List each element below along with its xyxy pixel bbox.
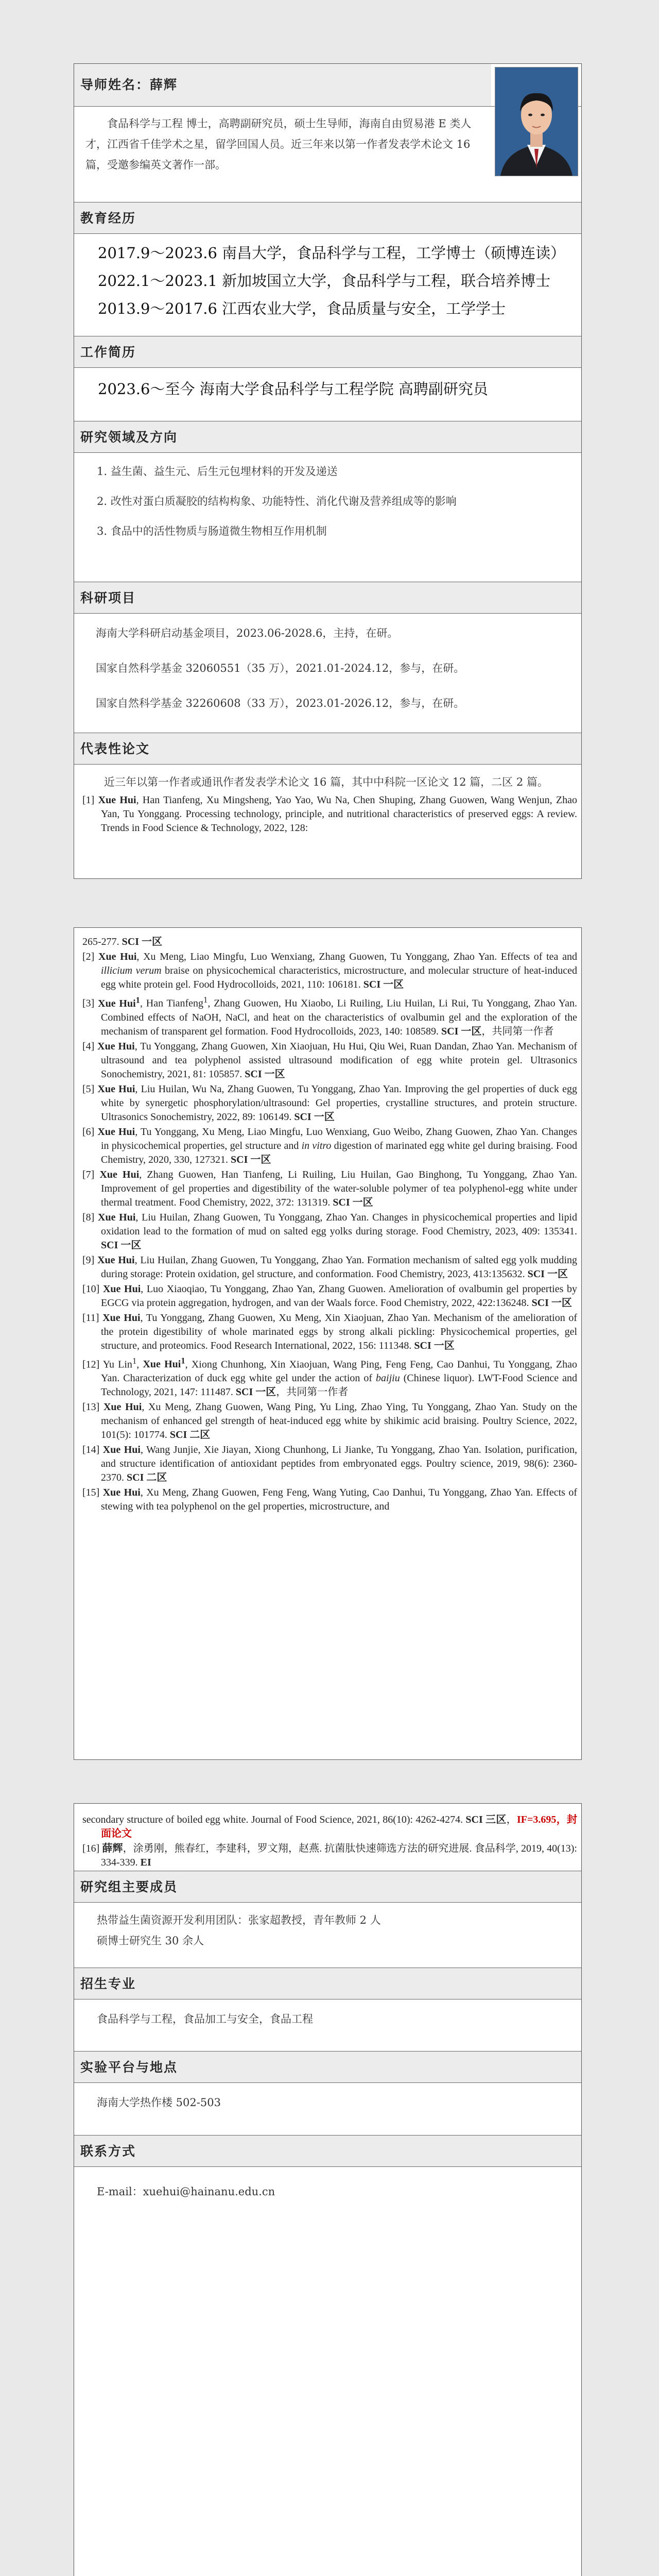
advisor-intro: 食品科学与工程 博士，高聘副研究员，硕士生导师，海南自由贸易港 E 类人才，江西省千佳学术之星，留学回国人员。近三年来以第一作者发表学术论文 16 篇，受邀参编英文著作一部。: [85, 117, 472, 171]
education-item: 2017.9～2023.6 南昌大学，食品科学与工程，工学博士（硕博连读）: [98, 244, 566, 262]
papers-heading: 代表性论文: [74, 733, 581, 765]
lab-text: 海南大学热作楼 502-503: [97, 2096, 221, 2109]
research-heading: 研究领域及方向: [74, 421, 581, 453]
majors-text-wrap: [74, 1999, 581, 2029]
research-section: [74, 421, 581, 541]
paper-item: [14] Xue Hui, Wang Junjie, Xie Jiayan, Xiong Chunhong, Li Jianke, Tu Yonggang, Zhao Yan. Isolation, purification, and structure identification of antioxidant peptides from embryonated eggs. Poultry science, 2019, 98(6): 2360-2370. SCI 二区: [82, 1444, 577, 1484]
paper-item: [9] Xue Hui, Liu Huilan, Zhang Guowen, Tu Yonggang, Zhao Yan. Formation mechanism of salted egg yolk mudding during storage: Protein oxidation, gel structure, and conformation. Food Chemistry, 2023, 413:135632. SCI 一区: [82, 1254, 578, 1280]
research-item: 1. 益生菌、益生元、后生元包埋材料的开发及递送: [97, 465, 338, 478]
paper-item: [12] Yu Lin$^1$, Xue Hui$^1$, Xiong Chunhong, Xin Xiaojuan, Wang Ping, Feng Feng, Cao Danhui, Tu Yonggang, Zhao Yan. Characterization of duck egg white gel under the action of baijiu (Chinese liquor). LWT-Food Science and Technology, 2021, 147: 111487. SCI 一区，共同第一作者: [82, 1355, 577, 1398]
contact-text-wrap: [74, 2167, 581, 2202]
paper-item: [3] Xue Hui$^1$, Han Tianfeng$^1$, Zhang Guowen, Hu Xiaobo, Li Ruiling, Liu Huilan, Li Rui, Tu Yonggang, Zhao Yan. Combined effects of NaOH, NaCl, and heat on the characteristics of ovalbumin gel and the exploration of the mechanism of transparent gel formation. Food Hydrocolloids, 2023, 140: 108589. SCI 一区，共同第一作者: [82, 995, 577, 1037]
papers-section: [74, 733, 581, 836]
paper-item: secondary structure of boiled egg white. Journal of Food Science, 2021, 86(10): 4262-4274. SCI 三区，IF=3.695，封面论文: [82, 1814, 577, 1839]
advisor-name-title: 导师姓名：薛辉: [74, 64, 491, 106]
team-section: [74, 1871, 581, 1951]
paper-item: [5] Xue Hui, Liu Huilan, Wu Na, Zhang Guowen, Tu Yonggang, Zhao Yan. Improving the gel properties of duck egg white by synergetic phosphorylation/ultrasound: Gel properties, crystalline structures, and protein structure. Ultrasonics Sonochemistry, 2022, 89: 106149. SCI 一区: [82, 1083, 578, 1123]
majors-heading: 招生专业: [74, 1968, 581, 1999]
lab-section: [74, 2051, 581, 2113]
majors-section: [74, 1968, 581, 2029]
advisor-photo: [495, 67, 578, 176]
page-1: [74, 63, 582, 879]
paper-item: [7] Xue Hui, Zhang Guowen, Han Tianfeng, Li Ruiling, Liu Huilan, Gao Binghong, Tu Yonggang, Zhao Yan. Improvement of gel properties and digestibility of the water-soluble polymer of tea polyphenol-egg white under thermal treatment. Food Chemistry, 2022, 372: 131319. SCI 一区: [82, 1168, 577, 1208]
research-list: [74, 453, 581, 541]
paper-item: [8] Xue Hui, Liu Huilan, Zhang Guowen, Tu Yonggang, Zhao Yan. Changes in physicochemical properties and lipid oxidation lead to the formation of mud on salted egg yolks during storage. Food Chemistry, 2023, 409: 135341. SCI 一区: [82, 1211, 578, 1251]
research-item: 3. 食品中的活性物质与肠道微生物相互作用机制: [97, 525, 327, 537]
contact-section: [74, 2135, 581, 2202]
contact-email[interactable]: E-mail：xuehui@hainanu.edu.cn: [97, 2185, 275, 2198]
contact-heading: 联系方式: [74, 2135, 581, 2167]
paper-item: [2] Xue Hui, Xu Meng, Liao Mingfu, Luo Wenxiang, Zhang Guowen, Tu Yonggang, Zhao Yan. Effects of tea and illicium verum braise on physicochemical characteristics, microstructure, and molecular structure of heat-induced egg white protein gel. Food Hydrocolloids, 2021, 110: 106181. SCI 一区: [82, 951, 577, 990]
page-2: [74, 927, 582, 1760]
paper-item: [11] Xue Hui, Tu Yonggang, Zhang Guowen, Xu Meng, Xin Xiaojuan, Zhao Yan. Mechanism of the amelioration of the protein digestibility of whole marinated eggs by strong alkali pickling: Physicochemical properties, gel structure, and proteomics. Food Research International, 2022, 156: 111348. SCI 一区: [82, 1312, 578, 1351]
research-item: 2. 改性对蛋白质凝胶的结构构象、功能特性、消化代谢及营养组成等的影响: [97, 495, 457, 507]
work-section: [74, 336, 581, 403]
team-list: [74, 1903, 581, 1951]
project-item: 海南大学科研启动基金项目，2023.06-2028.6，主持，在研。: [96, 627, 398, 639]
projects-list: [74, 614, 581, 714]
education-heading: 教育经历: [74, 202, 581, 234]
project-item: 国家自然科学基金 32260608（33 万），2023.01-2026.12，参与，在研。: [96, 697, 465, 709]
projects-section: [74, 582, 581, 714]
page-3: [74, 1803, 582, 2576]
paper-item: 265-277. SCI 一区: [82, 936, 163, 947]
work-list: [74, 368, 581, 403]
education-section: [74, 202, 581, 323]
majors-text: 食品科学与工程，食品加工与安全，食品工程: [97, 2013, 313, 2025]
lab-text-wrap: [74, 2083, 581, 2113]
team-heading: 研究组主要成员: [74, 1871, 581, 1903]
paper-item: [16] 薛辉，涂勇刚，熊春红，李建科，罗文翔，赵燕. 抗菌肽快速筛选方法的研究进展. 食品科学, 2019, 40(13): 334-339. EI: [82, 1843, 577, 1868]
project-item: 国家自然科学基金 32060551（35 万），2021.01-2024.12，参与，在研。: [96, 662, 465, 674]
paper-item: [6] Xue Hui, Tu Yonggang, Xu Meng, Liao Mingfu, Luo Wenxiang, Guo Weibo, Zhang Guowen, Zhao Yan. Changes in physicochemical properties, gel structure and in vitro digestion of marinated egg white gel during braising. Food Chemistry, 2020, 330, 127321. SCI 一区: [82, 1126, 578, 1165]
team-item: 热带益生菌资源开发利用团队：张家超教授，青年教师 2 人: [97, 1914, 381, 1926]
paper-list-part-3: [74, 1804, 581, 1870]
paper-list-part-2: [74, 928, 581, 1514]
lab-heading: 实验平台与地点: [74, 2051, 581, 2083]
paper-item: [15] Xue Hui, Xu Meng, Zhang Guowen, Feng Feng, Wang Yuting, Cao Danhui, Tu Yonggang, Zhao Yan. Effects of stewing with tea polyphenol on the gel properties, microstructure, and: [82, 1487, 578, 1513]
education-item: 2013.9～2017.6 江西农业大学，食品质量与安全，工学学士: [98, 300, 506, 317]
team-item: 硕博士研究生 30 余人: [97, 1935, 204, 1947]
education-list: [74, 234, 581, 323]
work-item: 2023.6～至今 海南大学食品科学与工程学院 高聘副研究员: [98, 380, 488, 398]
education-item: 2022.1～2023.1 新加坡国立大学，食品科学与工程，联合培养博士: [98, 272, 551, 290]
work-heading: 工作简历: [74, 336, 581, 368]
paper-item: [10] Xue Hui, Luo Xiaoqiao, Tu Yonggang, Zhao Yan, Zhang Guowen. Amelioration of ovalbumin gel properties by EGCG via protein aggregation, hydrogen, and van der Waals force. Food Chemistry, 2022, 422:136248. SCI 一区: [82, 1283, 577, 1309]
paper-item: [4] Xue Hui, Tu Yonggang, Zhang Guowen, Xin Xiaojuan, Hu Hui, Qiu Wei, Ruan Dandan, Zhao Yan. Mechanism of ultrasound and tea polyphenol assisted ultrasound modification of egg white protein gel. Ultrasonics Sonochemistry, 2021, 81: 105857. SCI 一区: [82, 1040, 577, 1080]
papers-summary: 近三年以第一作者或通讯作者发表学术论文 16 篇，其中中科院一区论文 12 篇，二区 2 篇。: [104, 776, 548, 788]
paper-list-part-1: [74, 793, 581, 835]
paper-item: [13] Xue Hui, Xu Meng, Zhang Guowen, Wang Ping, Yu Ling, Zhao Ying, Tu Yonggang, Zhao Yan. Study on the mechanism of enhanced gel strength of heat-induced egg white by shikimic acid braising. Poultry Science, 2022, 101(5): 101774. SCI 二区: [82, 1401, 577, 1441]
projects-heading: 科研项目: [74, 582, 581, 614]
paper-item: [1] Xue Hui, Han Tianfeng, Xu Mingsheng, Yao Yao, Wu Na, Chen Shuping, Zhang Guowen, Wang Wenjun, Zhao Yan, Tu Yonggang. Processing technology, principle, and nutritional characteristics of preserved eggs: A review. Trends in Food Science & Technology, 2022, 128:: [82, 794, 578, 834]
